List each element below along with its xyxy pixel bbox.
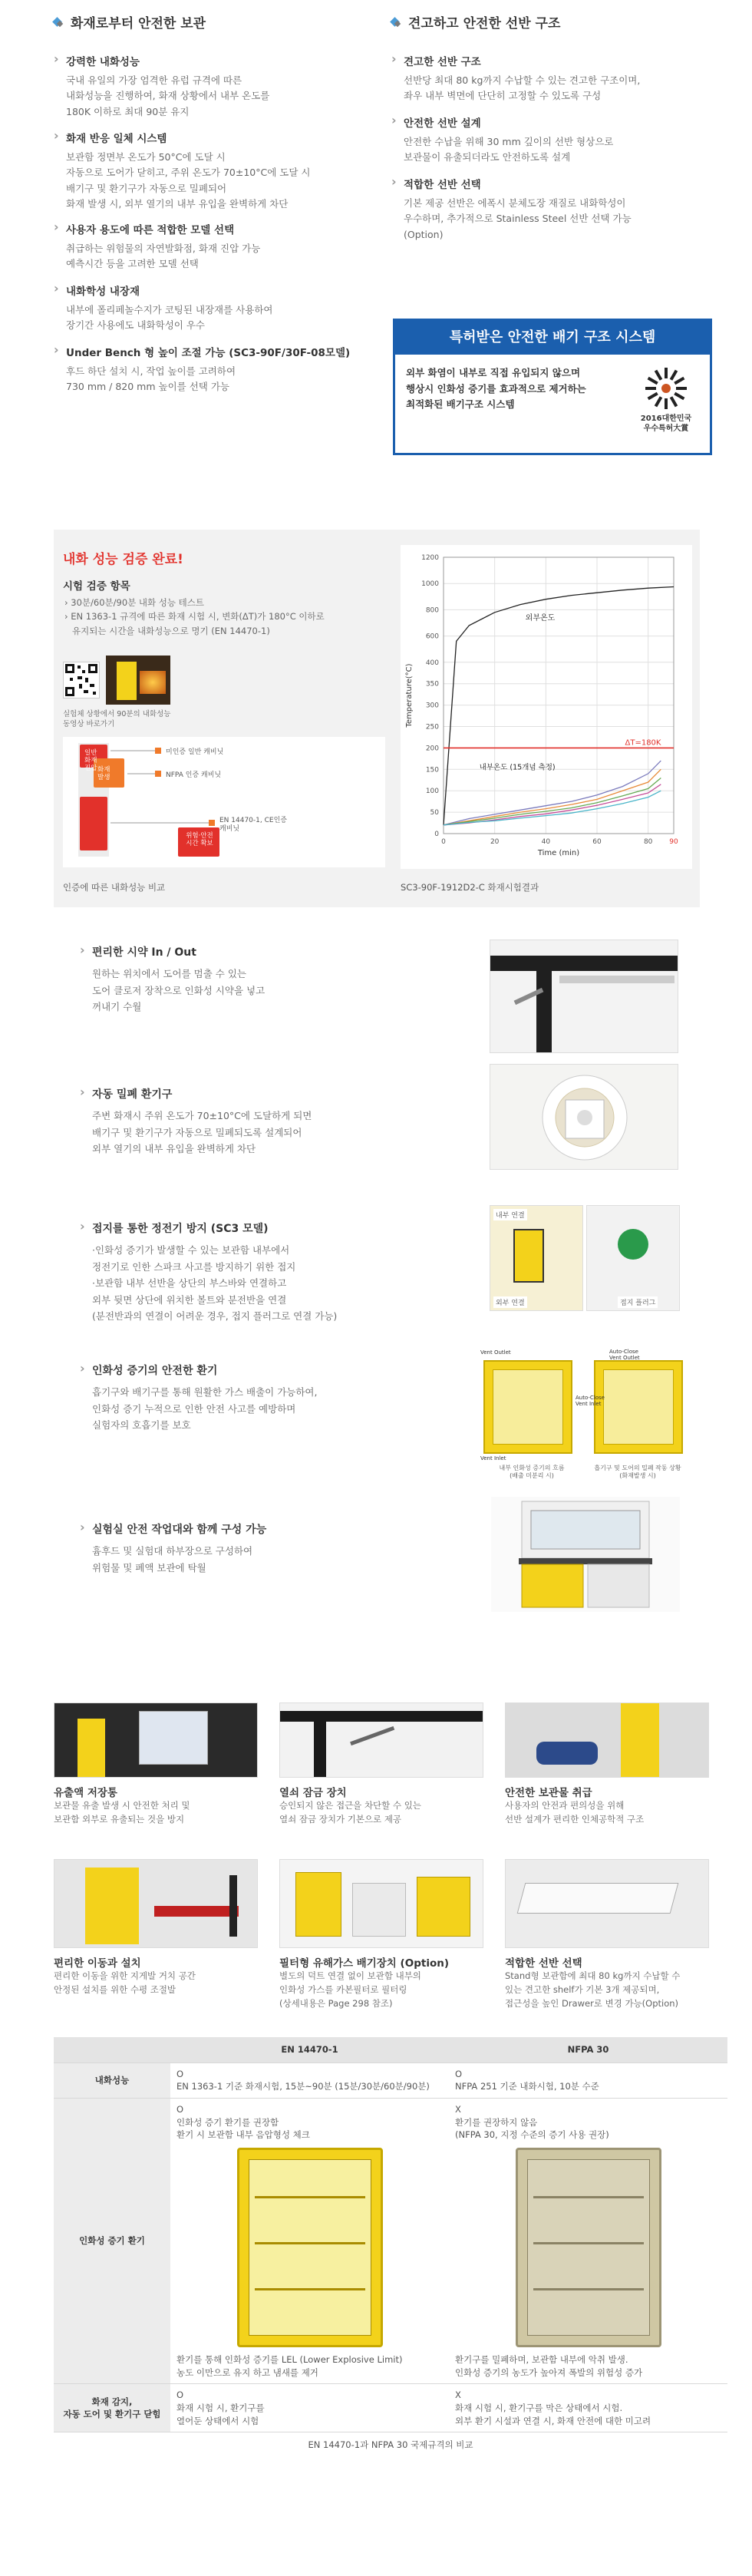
performance-box [54,530,700,907]
detail-item: › 실험실 안전 작업대와 함께 구성 가능 흄후드 및 실험대 하부장으로 구성하여 위험물 및 폐액 보관에 탁월 [80,1521,440,1576]
shelf-feature-list [391,53,714,283]
feature-card: 유출액 저장통 보관물 유출 발생 시 안전한 처리 및 보관함 외부로 유출되는 것을 방지 [54,1702,258,1827]
x-tick-label: 20 [490,838,500,846]
y-tick-label: 1000 [421,580,439,589]
fire-test-chart [401,545,692,869]
y-tick-label: 50 [430,809,439,817]
fumehood-photo [491,1497,680,1612]
diamond-icon [54,17,64,28]
qr-code-icon[interactable] [63,662,100,698]
vent-flow-diagram [480,1349,686,1480]
certification-diagram [63,737,385,867]
y-tick-label: 0 [434,831,439,838]
detail-item: › 자동 밀폐 환기구 주변 화재시 주위 온도가 70±10°C에 도달하게 되면 배기구 및 환기구가 자동으로 밀폐되도록 설계되어 외부 열기의 내부 유입을 완벽하게 차단 [80,1086,440,1158]
vent-photo [490,1064,678,1170]
diagram-label: 위험·안전 시간 확보 [186,832,213,848]
feature-item: › 안전한 선반 설계 안전한 수납을 위해 30 mm 깊이의 선반 형상으로 보관물이 유출되더라도 안전하도록 설계 [391,114,729,166]
table-row: 인화성 증기 환기 O 인화성 증기 환기를 권장함 환기 시 보관함 내부 음압형성 체크 환기를 통해 인화성 증기를 LEL (Lower Explosive Limit) 농도 이만으로 유지 하고 냄새를 제거 X 환기를 권장하지 않음 (NFPA 30, 지정 수준의 증기 사용 권장) 환기구를 밀폐하며, 보관함 내부에 악취 발생. 인화성 증기의 농도가 높아져 폭발의 위험성 증가 [54,2099,727,2384]
forklift-photo [54,1859,258,1948]
detail-item: › 인화성 증기의 안전한 환기 흡기구와 배기구를 통해 원활한 가스 배출이 가능하여, 인화성 증기 누적으로 인한 안전 사고를 예방하며 실험자의 호흡기를 보호 [80,1362,440,1434]
section-title: 화재로부터 안전한 보관 [54,12,384,31]
award-emblem-icon [643,365,689,411]
feature-card: 편리한 이동과 설치 편리한 이동을 위한 지게발 거치 공간 안정된 설치를 위한 수평 조절발 [54,1859,258,1997]
table-row: 화재 감지, 자동 도어 및 환기구 닫힘 O 화재 시험 시, 환기구를 열어둔 상태에서 시험 X 화재 시험 시, 환기구를 막은 상태에서 시험. 외부 환기 시설과 연결 시, 화재 안전에 대한 미고려 [54,2384,727,2432]
annotation-outer: 외부온도 [525,614,556,623]
feature-card: 적합한 선반 선택 Stand형 보관함에 최대 80 kg까지 수납할 수 있는 견고한 shelf가 기본 3개 제공되며, 접근성을 높인 Drawer로 변경 가능(Option) [505,1859,709,2010]
photo-label: 내부 연결 [493,1209,527,1220]
award-badge: 2016대한민국 우수특허大賞 [632,365,701,434]
test-items-list [64,596,402,638]
x-tick-label: 0 [441,838,446,846]
y-tick-label: 100 [425,788,439,796]
shelf-drawer-photo [505,1859,709,1948]
vent-label: Auto-Close Vent Outlet [609,1349,640,1361]
photo-label: 접지 플러그 [618,1296,658,1308]
diagram-caption: 내부 인화성 증기의 흐름 (배출 미분리 시) [499,1465,565,1479]
comparison-table-wrap [54,2037,727,2451]
y-tick-label: 1200 [421,554,439,562]
test-items-heading: 시험 검증 항목 [63,580,130,593]
fire-graphic [140,671,166,694]
cabinet-closed [594,1360,683,1454]
filter-unit-photo [279,1859,483,1948]
table-row: 내화성능 O EN 1363-1 기준 화재시험, 15분~90분 (15분/30분/60분/90분) O NFPA 251 기준 내화시험, 10분 수준 [54,2062,727,2098]
fumehood-illustration [491,1497,680,1612]
feature-item: › Under Bench 형 높이 조절 가능 (SC3-90F/30F-08모델) 후드 하단 설치 시, 작업 높이를 고려하여 730 mm / 820 mm 높이를 선택 가능 [54,344,391,395]
series-line [444,587,674,825]
y-tick-label: 800 [425,606,439,615]
top-right-section [391,12,714,283]
vent-illustration [490,1065,678,1170]
diagram-label: EN 14470-1, CE인증 캐비닛 [219,817,287,833]
y-tick-label: 250 [425,723,439,732]
x-tick-label: 60 [592,838,602,846]
door-closer-illustration [490,940,678,1053]
detail-item: › 접지를 통한 정전기 방지 (SC3 모델) ·인화성 증기가 발생할 수 있는 보관함 내부에서 정전기로 인한 스파크 사고를 방지하기 위한 접지 ·보관함 내부 선반을 상단의 부스바와 연결하고 외부 뒷면 상단에 위치한 볼트와 분전반을 연결 (분전반과의 연결이 어려운 경우, 접지 플러그로 연결 가능) [80,1220,440,1325]
table-header-row: EN 14470-1 NFPA 30 [54,2037,727,2062]
cabinet-graphic [117,662,137,700]
section-title: 견고하고 안전한 선반 구조 [391,12,714,31]
list-item: › 30분/60분/90분 내화 성능 테스트 [64,597,204,608]
feature-grid [54,1702,714,2025]
diagram-label: 미인증 일반 캐비닛 [166,748,224,756]
vent-label: Vent Outlet [480,1349,511,1356]
chart-caption: SC3-90F-1912D2-C 화재시험결과 [401,882,539,893]
feature-item: › 견고한 선반 구조 선반당 최대 80 kg까지 수납할 수 있는 견고한 구조이며, 좌우 내부 벽면에 단단히 고정할 수 있도록 구성 [391,53,729,104]
photo-label: 외부 연결 [493,1296,527,1308]
y-tick-label: 200 [425,745,439,753]
key-lock-photo [279,1702,483,1778]
video-thumbnail[interactable] [106,656,170,705]
diagram-label: NFPA 인증 캐비닛 [166,771,222,779]
vent-label: Vent Inlet [480,1455,506,1461]
feature-item: › 사용자 용도에 따른 적합한 모델 선택 취급하는 위험물의 자연발화점, 화재 진압 가능 예측시간 등을 고려한 모델 선택 [54,221,391,272]
table-caption: EN 14470-1과 NFPA 30 국제규격의 비교 [308,2439,473,2451]
ground-plug-photo [586,1205,680,1311]
series-line [444,769,661,825]
feature-item: › 내화학성 내장재 내부에 폴리페놀수지가 코팅된 내장재를 사용하여 장기간 사용에도 내화학성이 우수 [54,282,391,334]
feature-item: › 적합한 선반 선택 기본 제공 선반은 에폭시 분체도장 재질로 내화학성이 우수하며, 추가적으로 Stainless Steel 선반 선택 가능 (Option) [391,176,729,243]
cabinet-open [483,1360,572,1454]
y-tick-label: 300 [425,702,439,710]
vent-label: Auto-Close Vent Inlet [576,1395,605,1407]
patent-desc: 외부 화염이 내부로 직접 유입되지 않으며 행상시 인화성 증기를 효과적으로 제거하는 최적화된 배기구조 시스템 [406,367,586,411]
diagram-label: 화재 발생 [97,766,110,782]
diamond-icon [391,17,402,28]
y-tick-label: 150 [425,766,439,774]
y-axis-label: Temperature(°C) [405,663,414,728]
patent-box [393,319,712,455]
video-caption: 실험체 상황에서 90분의 내화성능 동영상 바로가기 [63,710,171,729]
list-item: › EN 1363-1 규격에 따른 화재 시험 시, 변화(ΔT)가 180°C 이하로 유지되는 시간을 내화성능으로 명기 (EN 14470-1) [64,611,325,636]
comparison-table [54,2037,727,2432]
feature-item: › 강력한 내화성능 국내 유일의 가장 엄격한 유럽 규격에 따른 내화성능을 진행하여, 화재 상황에서 내부 온도를 180K 이하로 최대 90분 유지 [54,53,391,120]
certification-diagram-graphic [63,737,385,867]
x-axis-label: Time (min) [537,849,580,857]
nfpa-cabinet-illustration [516,2148,661,2347]
diagram-label: 일반 화재 진압 [84,749,97,773]
feature-card: 안전한 보관물 취급 사용자의 안전과 편의성을 위해 선반 설계가 편리한 인체공학적 구조 [505,1702,709,1827]
plot-frame [444,557,674,834]
handling-photo [505,1702,709,1778]
feature-list [54,53,384,483]
annotation-limit: ΔT=180K [625,738,661,748]
y-tick-label: 350 [425,680,439,689]
chart-svg [401,545,692,869]
y-tick-label: 600 [425,632,439,641]
feature-card: 필터형 유해가스 배기장치 (Option) 별도의 덕트 연결 없이 보관함 내부의 인화성 가스를 카본필터로 필터링 (상세내용은 Page 298 참조) [279,1859,483,2010]
top-left-section [54,12,384,483]
x-tick-label: 90 [669,838,678,846]
annotation-inner: 내부온도 (15개념 측정) [479,763,556,772]
en-cabinet-illustration [237,2148,383,2347]
feature-card: 열쇠 잠금 장치 승인되지 않은 접근을 차단할 수 있는 열쇠 잠금 장치가 기본으로 제공 [279,1702,483,1827]
y-tick-label: 400 [425,659,439,667]
ground-inner-photo [490,1205,583,1311]
compare-caption: 인증에 따른 내화성능 비교 [63,882,166,893]
spill-tray-photo [54,1702,258,1778]
door-closer-photo [490,940,678,1053]
feature-item: › 화재 반응 일체 시스템 보관함 정면부 온도가 50°C에 도달 시 자동으로 도어가 닫히고, 주위 온도가 70±10°C에 도달 시 배기구 및 환기구가 자동으로 밀폐되어 화재 발생 시, 외부 열기의 내부 유입을 완벽하게 차단 [54,130,391,212]
diagram-caption: 흡기구 및 도어의 밀폐 작동 상황 (화재발생 시) [594,1465,681,1479]
patent-title: 특허받은 안전한 배기 구조 시스템 [395,321,710,355]
x-tick-label: 40 [541,838,551,846]
detail-item: › 편리한 시약 In / Out 원하는 위치에서 도어를 멈출 수 있는 도어 클로저 장착으로 인화성 시약을 넣고 꺼내기 수월 [80,944,417,1016]
performance-heading: 내화 성능 검증 완료! [63,552,183,567]
x-tick-label: 80 [643,838,653,846]
